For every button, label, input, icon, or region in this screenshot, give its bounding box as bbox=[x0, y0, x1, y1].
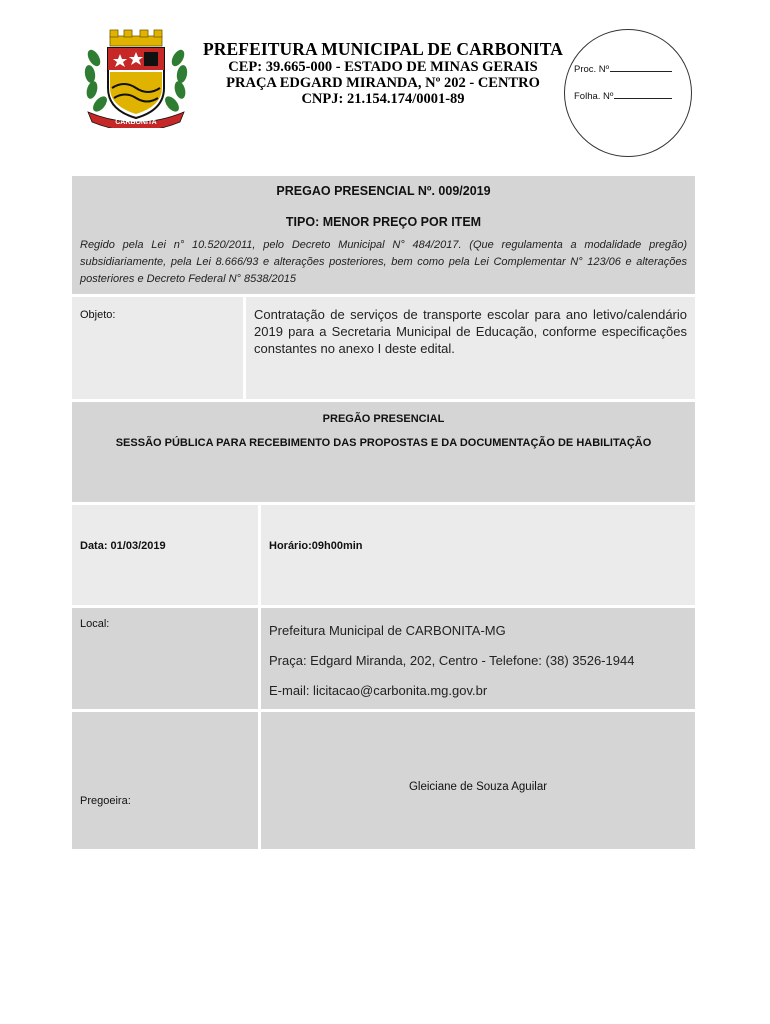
location-address: Praça: Edgard Miranda, 202, Centro - Telefone: (38) 3526-1944 bbox=[269, 653, 635, 668]
session-subtitle: SESSÃO PÚBLICA PARA RECEBIMENTO DAS PROPOSTAS E DA DOCUMENTAÇÃO DE HABILITAÇÃO bbox=[115, 437, 652, 449]
cnpj-line: CNPJ: 21.154.174/0001-89 bbox=[301, 91, 465, 107]
location-label-cell bbox=[72, 608, 258, 709]
address-line: PRAÇA EDGARD MIRANDA, Nº 202 - CENTRO bbox=[226, 75, 540, 91]
proc-label: Proc. Nº bbox=[574, 64, 610, 75]
notice-type: TIPO: MENOR PREÇO POR ITEM bbox=[285, 215, 482, 229]
object-text-cell bbox=[246, 297, 695, 399]
auctioneer-label: Pregoeira: bbox=[80, 795, 131, 807]
session-date: Data: 01/03/2019 bbox=[80, 540, 166, 552]
object-label-cell bbox=[72, 297, 243, 399]
notice-form bbox=[72, 176, 695, 849]
session-time: Horário:09h00min bbox=[269, 540, 363, 552]
session-block bbox=[72, 402, 695, 502]
schedule-row bbox=[72, 505, 695, 605]
folha-number-field bbox=[574, 91, 672, 102]
proc-number-field bbox=[574, 64, 672, 75]
location-name: Prefeitura Municipal de CARBONITA-MG bbox=[269, 623, 506, 638]
location-row bbox=[72, 608, 695, 709]
date-cell bbox=[72, 505, 258, 605]
notice-title-block bbox=[72, 176, 695, 294]
auctioneer-label-cell bbox=[72, 712, 258, 849]
time-cell bbox=[261, 505, 695, 605]
object-label: Objeto: bbox=[80, 309, 116, 321]
proc-rule bbox=[610, 71, 672, 72]
session-title: PREGÃO PRESENCIAL bbox=[322, 413, 445, 425]
auctioneer-name-cell bbox=[261, 712, 695, 849]
letterhead bbox=[198, 40, 568, 107]
object-text: Contratação de serviços de transporte escolar para ano letivo/calendário 2019 para a Secretaria Municipal de Educação, conforme especificações constantes no anexo I deste edital. bbox=[254, 307, 687, 356]
location-email: E-mail: licitacao@carbonita.mg.gov.br bbox=[269, 683, 488, 698]
folha-label: Folha. Nº bbox=[574, 91, 614, 102]
prefecture-title: PREFEITURA MUNICIPAL DE CARBONITA bbox=[203, 39, 563, 59]
municipal-crest-icon bbox=[80, 28, 192, 128]
folha-rule bbox=[614, 98, 672, 99]
notice-title: PREGAO PRESENCIAL Nº. 009/2019 bbox=[276, 184, 491, 198]
crest-ribbon-text: CARBONITA bbox=[115, 119, 157, 126]
cep-line: CEP: 39.665-000 - ESTADO DE MINAS GERAIS bbox=[228, 59, 538, 75]
location-text-cell bbox=[261, 608, 695, 709]
object-row bbox=[72, 297, 695, 399]
location-label: Local: bbox=[80, 618, 110, 630]
auctioneer-name: Gleiciane de Souza Aguilar bbox=[408, 781, 548, 793]
auctioneer-row bbox=[72, 712, 695, 849]
legal-basis: Regido pela Lei n° 10.520/2011, pelo Decreto Municipal N° 484/2017. (Que regulamenta a modalidade pregão) subsidiariamente, pela Lei 8.666/93 e alterações posteriores, bem como pela Lei Complementar N° 123/06 e alterações posteriores e Decreto Federal N° 8538/2015 bbox=[80, 239, 687, 285]
